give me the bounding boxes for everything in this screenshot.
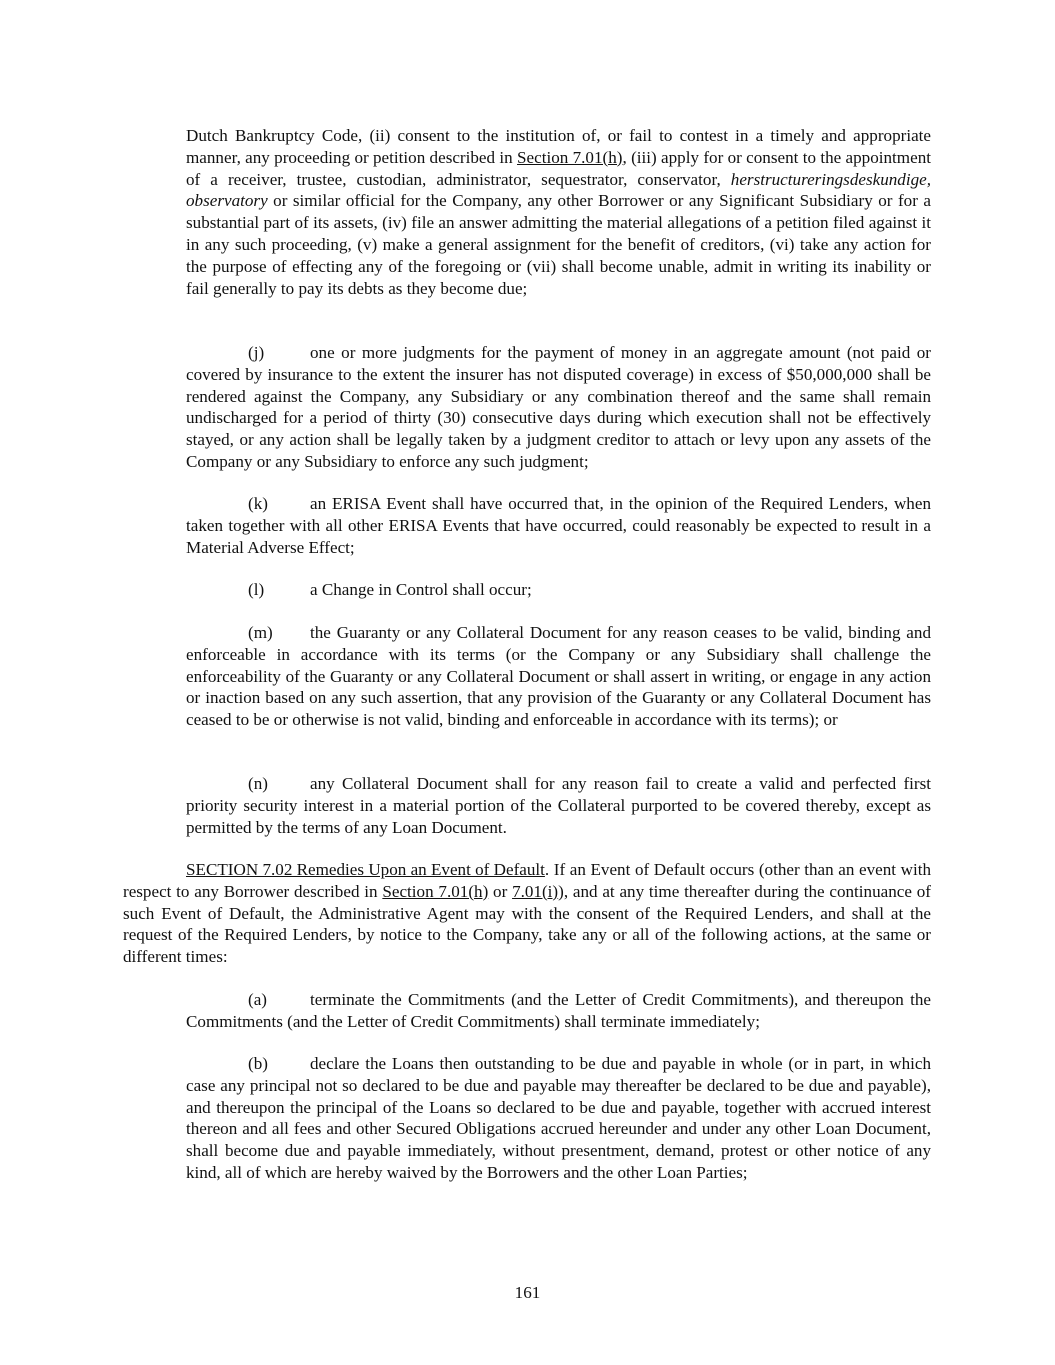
clause-label: (j) [248, 343, 265, 362]
paragraph-text: ), and at any time thereafter during the continuance of such Event of Default, the Administrative Agent may with the consent of the Required Lenders, and shall at the request of the Required Lenders, by notice to the Company, take any or all of the following actions, at the same or different times: [123, 881, 931, 967]
clause-text: declare the Loans then outstanding to be due and payable in whole (or in part, in which case any principal not so declared to be due and payable may thereafter be declared to be due and payable), and thereupon the principal of the Loans so declared to be due and payable, together with accrued interest thereon and all fees and other Secured Obligations accrued hereunder and under any other Loan Document, shall become due and payable immediately, without presentment, demand, protest or other notice of any kind, all of which are hereby waived by the Borrowers and the other Loan Parties; [186, 1054, 931, 1182]
clause-n [186, 773, 931, 838]
clause-label: (n) [248, 774, 268, 793]
page-number: 161 [514, 1283, 541, 1302]
clause-l [186, 579, 931, 601]
clause-label: (k) [248, 494, 268, 513]
clause-a [186, 989, 931, 1033]
cross-reference-7-01-i: 7.01(i) [512, 881, 559, 901]
clause-b [186, 1053, 931, 1184]
cross-reference-section-7-01-h: Section 7.01(h) [382, 881, 489, 901]
paragraph-text: or similar official for the Company, any other Borrower or any Significant Subsidiary or for a substantial part of its assets, (iv) file an answer admitting the material allegations of a petition filed against it in any such proceeding, (v) make a general assignment for the benefit of creditors, (vi) take any action for the purpose of effecting any of the foregoing or (vii) shall become unable, admit in writing its inability or fail generally to pay its debts as they become due; [186, 191, 931, 298]
clause-label: (l) [248, 580, 265, 599]
clause-m [186, 622, 931, 731]
clause-j [186, 342, 931, 473]
section-heading: SECTION 7.02 Remedies Upon an Event of Default [186, 860, 545, 879]
clause-text: a Change in Control shall occur; [310, 580, 532, 599]
clause-text: an ERISA Event shall have occurred that, in the opinion of the Required Lenders, when taken together with all other ERISA Events that have occurred, could reasonably be expected to result in a Material Adverse Effect; [186, 494, 931, 557]
section-7-02-paragraph [123, 859, 931, 968]
clause-text: one or more judgments for the payment of money in an aggregate amount (not paid or covered by insurance to the extent the insurer has not disputed coverage) in excess of $50,000,000 shall be rendered against the Company, any Subsidiary or any combination thereof and the same shall remain undischarged for a period of thirty (30) consecutive days during which execution shall not be effectively stayed, or any action shall be legally taken by a judgment creditor to attach or levy upon any assets of the Company or any Subsidiary to enforce any such judgment; [186, 343, 931, 471]
paragraph-text: Dutch Bankruptcy Code, (ii) consent to the institution of, or fail to contest in a timely and appropriate manner, any proceeding or petition described in [186, 126, 931, 167]
paragraph-text: or [488, 881, 513, 901]
clause-text: any Collateral Document shall for any reason fail to create a valid and perfected first priority security interest in a material portion of the Collateral purported to be covered thereby, except as permitted by the terms of any Loan Document. [186, 774, 931, 837]
clause-label: (m) [248, 623, 273, 642]
paragraph-text: . If an Event of Default occurs (other than an event with respect to any Borrower described in [123, 860, 931, 901]
cross-reference-section-7-01-h: Section 7.01(h) [517, 147, 623, 167]
clause-label: (b) [248, 1054, 268, 1073]
clause-text: the Guaranty or any Collateral Document for any reason ceases to be valid, binding and enforceable in accordance with its terms (or the Company or any Subsidiary shall challenge the enforceability of the Guaranty or any Collateral Document or shall assert in writing, or engage in any action or inaction based on any such assertion, that any provision of the Guaranty or any Collateral Document has ceased to be or otherwise is not valid, binding and enforceable in accordance with its terms); or [186, 623, 931, 730]
paragraph-text: , (iii) apply for or consent to the appointment of a receiver, trustee, custodian, administrator, sequestrator, conservator, [186, 147, 931, 189]
clause-label: (a) [248, 990, 267, 1009]
italic-term: herstructureringsdeskundige, observatory [186, 169, 931, 211]
clause-text: terminate the Commitments (and the Letter of Credit Commitments), and thereupon the Commitments (and the Letter of Credit Commitments) shall terminate immediately; [186, 990, 931, 1031]
clause-k [186, 493, 931, 558]
paragraph-7-01-i-continued [186, 125, 931, 299]
